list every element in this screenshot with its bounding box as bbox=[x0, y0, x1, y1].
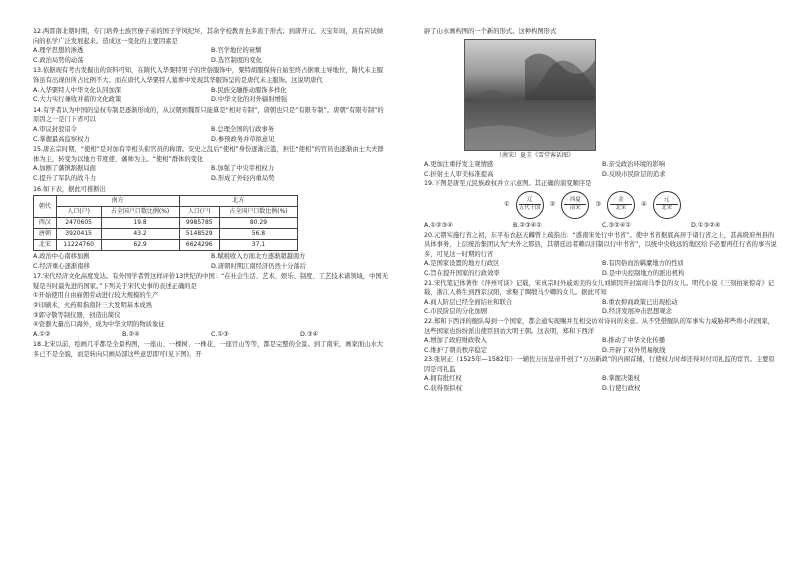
option-a: A.审议封驳诏令 bbox=[33, 125, 77, 133]
option-a: A.政治中心南移加剧 bbox=[33, 253, 90, 261]
option-b: B.总理全国的行政事务 bbox=[211, 125, 274, 133]
option-a: A.入华粟特人中华文化认同加深 bbox=[33, 86, 122, 94]
option-d: D.选官制度的变化 bbox=[211, 56, 262, 64]
table-cell: 唐朝 bbox=[34, 229, 57, 240]
circle-bottom-label: 北宋 bbox=[615, 205, 627, 212]
option-c: C.提升了军队的战斗力 bbox=[33, 174, 97, 182]
regime-circle bbox=[607, 191, 635, 219]
question-stem: 14.有学者认为中国的皇权专制是逐渐形成的，从汉朝到魏晋只能算是“相对专制”，唐朝也只是“有限专制”。唐朝“有限专制”的原因之一是门下省可以 bbox=[33, 106, 384, 124]
table-cell: 3920415 bbox=[56, 229, 101, 240]
option-b: B.有因俗而治羁縻地方的性质 bbox=[602, 260, 684, 268]
table-cell: 6624296 bbox=[179, 240, 219, 251]
option-a: A.更加注重抒发主观情感 bbox=[424, 161, 494, 169]
option-b: B.官学地位的衰颓 bbox=[211, 47, 262, 55]
table-cell: 62.9 bbox=[101, 240, 179, 251]
sub-header: 占全国户口数比例(%) bbox=[101, 207, 179, 218]
painting-caption: （南宋）夏圭《雪堂客话图》 bbox=[496, 151, 575, 159]
north-header: 北方 bbox=[179, 196, 297, 207]
table-cell: 56.8 bbox=[219, 229, 297, 240]
right-column bbox=[424, 27, 780, 394]
question-16 bbox=[33, 185, 389, 272]
regime-circle bbox=[561, 191, 589, 219]
question-stem: 17.宋代经济文化高度发达。有外国学者曾这样评价13世纪的中国：“在社会生活、艺术、娱乐、制度、工艺技术诸领域，中国无疑是当时最先进的国家。”下列关于宋代史事的表述正确的是 bbox=[33, 273, 389, 290]
option-d: D.经济发展冲击思想观念 bbox=[602, 308, 672, 316]
option-c: C.维护了朝贡秩序稳定 bbox=[424, 346, 488, 354]
option-a: A.理学思想的渗透 bbox=[33, 47, 84, 55]
question-12 bbox=[33, 27, 389, 65]
option-b: B.重农抑商政策已出现松动 bbox=[602, 298, 678, 306]
question-15 bbox=[33, 145, 389, 183]
circle-top-label: 西夏 bbox=[569, 196, 581, 203]
option-d: D.开辟了对外贸易航线 bbox=[602, 346, 666, 354]
option-d: D.形成了外轻内重局势 bbox=[211, 174, 275, 182]
option-d: D.中华文化的对外辐射增强 bbox=[211, 96, 288, 104]
option-b: B.加强了中央宰相权力 bbox=[211, 165, 274, 173]
sub-header: 人口(户) bbox=[179, 207, 219, 218]
option-b: B.赋税收入方面北方逐渐超越南方 bbox=[211, 253, 306, 261]
option-c: C.①③ bbox=[211, 330, 229, 338]
table-cell: 2470605 bbox=[56, 218, 101, 229]
table-cell: 5148529 bbox=[179, 229, 219, 240]
circle-bottom-label: 北宋 bbox=[661, 205, 673, 212]
option-a: A.增加了政府财政收入 bbox=[424, 337, 487, 345]
option-a: A.拥有批红权 bbox=[424, 375, 462, 383]
south-header: 南方 bbox=[56, 196, 179, 207]
table-cell: 9985785 bbox=[179, 218, 219, 229]
question-17 bbox=[33, 272, 389, 339]
option-c: C.经济重心逐渐南移 bbox=[33, 262, 90, 270]
question-stem: 13.依据现有考古发掘出的资料可知，在隋代入华粟特男子的世俗服饰中，粟特胡服保持自始至终占据重主导地位，隋代未主服饰虽有出现但所占比例不大。而在唐代入华粟特人墓葬中发现其华服饰呈的是唐代未主服饰。这说明唐代 bbox=[33, 67, 384, 84]
table-cell: 80.29 bbox=[219, 218, 297, 229]
table-cell: 西汉 bbox=[34, 218, 57, 229]
circle-top-label: 元 bbox=[663, 196, 670, 203]
table-row bbox=[34, 229, 298, 240]
circle-num: ③ bbox=[595, 201, 601, 209]
question-18 bbox=[33, 340, 389, 359]
option-a: A.①②③④ bbox=[424, 221, 453, 229]
table-cell: 11224760 bbox=[56, 240, 101, 251]
option-b: B.②④ bbox=[122, 330, 140, 338]
option-d: D.唐朝时期江南经济仍然十分落后 bbox=[211, 262, 307, 270]
question-13 bbox=[33, 66, 389, 104]
circle-num: ② bbox=[549, 201, 556, 209]
option-b: B.推动了中华文化传播 bbox=[602, 337, 665, 345]
option-d: D.参预政务并草拟意见 bbox=[211, 135, 275, 143]
statement-item: ②印刷术、火药和指南针三大发明基本成熟 bbox=[33, 302, 152, 310]
table-cell: 37.1 bbox=[219, 240, 297, 251]
option-c: C.折射士人审美标准提高 bbox=[424, 170, 494, 178]
option-d: D.行使行政权 bbox=[602, 385, 641, 393]
option-b: B.民族交融推动服饰多样化 bbox=[211, 86, 287, 94]
option-a: A.是国家设置的地方行政区 bbox=[424, 260, 500, 268]
table-cell: 北宋 bbox=[34, 240, 57, 251]
option-a: A.加剧了藩镇割据局面 bbox=[33, 165, 96, 173]
option-c: C.大力实行兼收并蓄的文化政策 bbox=[33, 96, 122, 104]
option-b: B.②③④① bbox=[513, 221, 542, 229]
regime-diagram bbox=[504, 191, 780, 219]
question-20-stem: 20.元朝实施行省之初，东平布衣赵天麟曾上疏指出：“惑南宋处行中书省”。使中书省据底高居于诸行省之上，甚高级府州县的具体事务，上层统治集团认为“夫外之那县，其朝廷远者赖以旧制以行中书省”，以统中央收远的地区给予必要再任行省的事当说多，可见这一时期的行省 bbox=[424, 231, 777, 258]
question-18-continued: 辟了山水画构图的一个新的形式。这种构图形式 bbox=[424, 28, 557, 35]
table-row bbox=[34, 218, 298, 229]
circle-bottom-label: 五代十国 bbox=[518, 205, 541, 212]
sub-header: 占全国户口数比例(%) bbox=[219, 207, 297, 218]
table-cell: 43.2 bbox=[101, 229, 179, 240]
circle-top-label: 金 bbox=[618, 196, 624, 203]
option-a: A.商人阶层已经全面结社和联合 bbox=[424, 298, 513, 306]
question-22-stem: 22.郑和下西洋的舰队每到一个国家，都会通实现赐并互相交访对诗问的来意。从不凭借舰队的军事实力威胁邦些将小的国家，这些国家也纷纷派出使臣回访大明王朝。这表明，郑和下西洋 bbox=[424, 317, 775, 335]
regime-circle bbox=[516, 191, 544, 219]
circle-top-label: 辽 bbox=[526, 196, 533, 203]
dynasty-header: 朝代 bbox=[34, 196, 57, 218]
statement-item: ④瓷器大量出口海外，成为中华文明的物质象征 bbox=[33, 321, 165, 329]
option-a: A.①② bbox=[33, 330, 51, 338]
question-stem: 16.如下表，据此可推断出 bbox=[33, 185, 106, 193]
question-23-stem: 23.张居正（1525年—1582年）一辅佐万历皇帝开创了“万历新政”的内阁首辅，行使权力时却还得对付司礼监的宦官。主要原因是司礼监 bbox=[424, 356, 775, 373]
circle-num: ④ bbox=[640, 201, 647, 209]
table-cell: 19.8 bbox=[101, 218, 179, 229]
left-column bbox=[33, 27, 389, 361]
option-c: C.政治局势的动荡 bbox=[33, 56, 84, 64]
statement-item: ③郭守敬等制仪器，创造出简仪 bbox=[33, 311, 121, 319]
question-14 bbox=[33, 106, 389, 144]
circle-num: ① bbox=[504, 201, 510, 209]
option-c: C.获得票拟权 bbox=[424, 385, 462, 393]
question-21-stem: 21.宋代笔记体著作《萍州可谈》记载，宋真宗时外戚刘美的女儿刘嫔因开封富商马季良的女儿。明代小说《三刻拍案惊奇》记载，浙江人蒋生到西京汉阳，求娶了绸缎马少卿的女儿。据此可知 bbox=[424, 279, 775, 297]
circle-bottom-label: 南宋 bbox=[569, 205, 581, 212]
option-d: D.③④ bbox=[300, 330, 319, 338]
question-stem: 15.唐玄宗时期，“使相”是对加有宰相头衔官员的称谓。安史之乱后“使相”身份逐渐泛滥，担任“使相”的官员也逐渐由士大夫群体为主，转变为以地方节度使、藩帅为主。“使相”群体的变化 bbox=[33, 146, 384, 163]
question-stem: 12.两晋南北朝时期，专门培养士族官僚子弟的国子学风纪坏，其余学校教育也多流于形式；到唐开元、天宝年间，具有应试倾向的私学广泛发展起来。造成这一变化的主要因素是 bbox=[33, 28, 384, 45]
statement-item: ①开始使用自由雇佣劳动进行较大规模的生产 bbox=[33, 292, 159, 300]
sub-header: 人口(户) bbox=[56, 207, 101, 218]
option-b: B.掌握决策权 bbox=[602, 375, 640, 383]
population-table bbox=[33, 195, 298, 251]
option-c: C.市民阶层的分化加剧 bbox=[424, 308, 488, 316]
question-stem: 18.北宋以前，绘画几乎都是全景构图，一座山、一棵树、一株花、一座宫山等等，都是完整的全景。到了南宋，画家面山水大多已不是全貌，而是转向只画局部这些意思即可(见下图)，开 bbox=[33, 341, 384, 359]
option-c: C.掌握最高监察权力 bbox=[33, 135, 90, 143]
option-c: C.③②④① bbox=[602, 221, 631, 229]
option-d: D.反映市民阶层的追求 bbox=[602, 170, 666, 178]
option-d: D.是中央控制地方的派出机构 bbox=[602, 269, 685, 277]
regime-circle bbox=[653, 191, 681, 219]
question-19-stem: 19.下图是唐至元民族政权并立示意图。其正确的演变顺序是 bbox=[424, 180, 592, 188]
table-row bbox=[34, 240, 298, 251]
option-b: B.亲受政治环境的影响 bbox=[602, 161, 665, 169]
option-d: D.①③②④ bbox=[691, 221, 721, 229]
option-c: C.旨在提升国家的行政效率 bbox=[424, 269, 500, 277]
landscape-painting-image bbox=[464, 39, 596, 151]
